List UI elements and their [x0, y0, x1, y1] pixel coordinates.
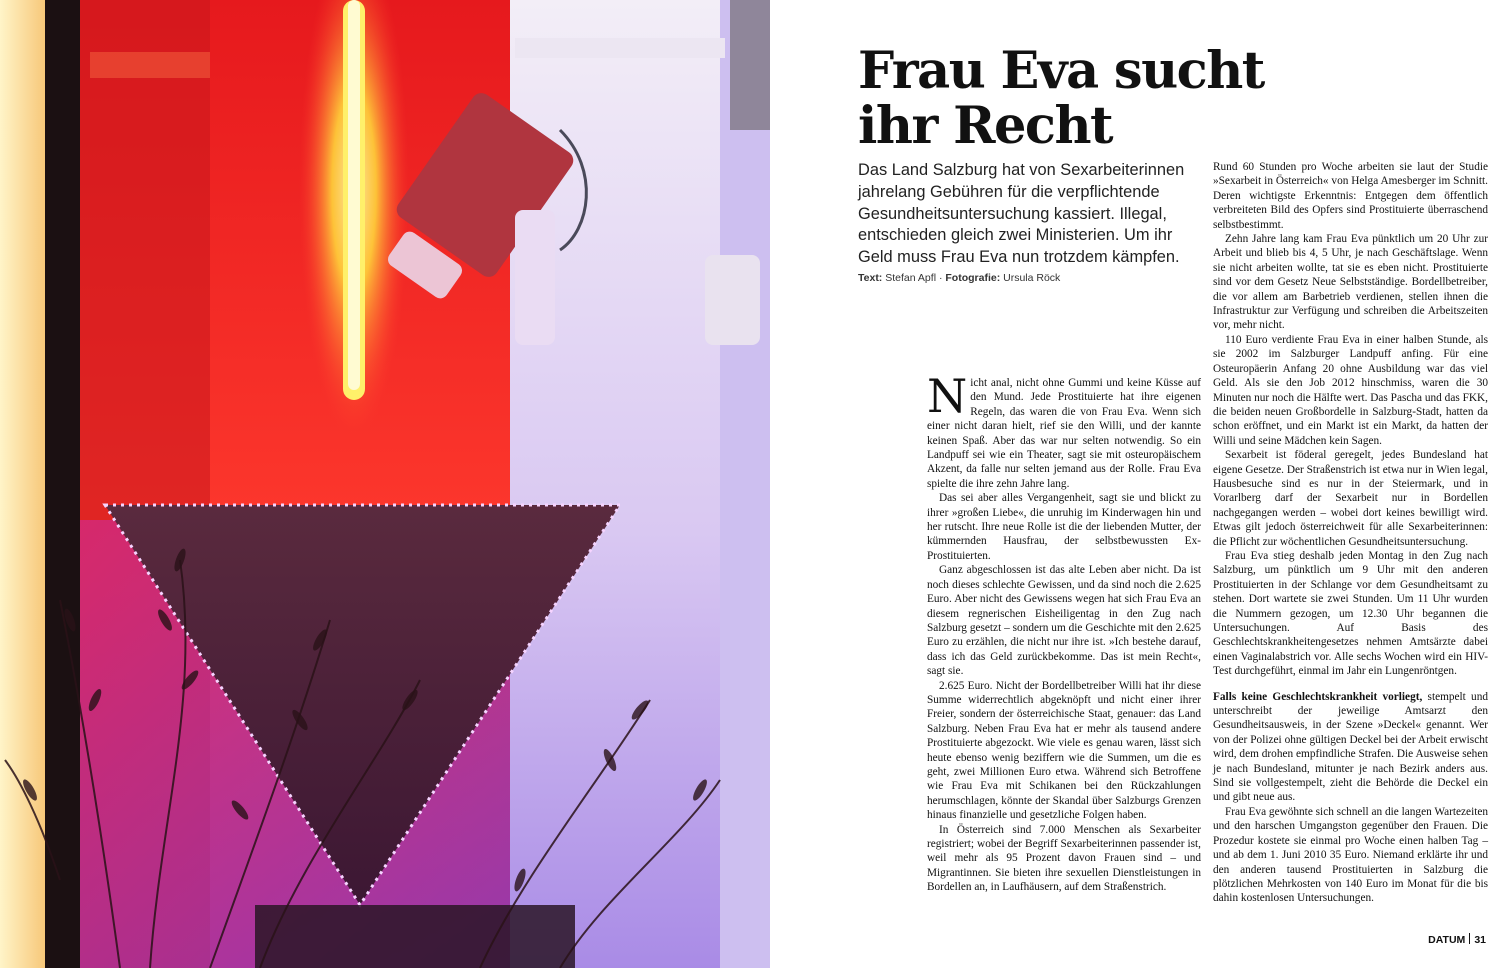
- paragraph: Das sei aber alles Vergangenheit, sagt sie und blickt zu ihrer »großen Liebe«, die unruhig im Kinderwagen hin und her rutscht. Ihre neue Rolle ist die der liebenden Mutter, der kümmernden Hausfrau, der selbstbewussten Ex-Prostituierten.: [927, 492, 1201, 562]
- page-folio: [1428, 933, 1486, 946]
- paragraph: Frau Eva gewöhnte sich schnell an die langen Wartezeiten und den harschen Umgangston gegenüber den Frauen. Die Prozedur kostete sie einmal pro Woche einen halben Tag – und ab dem 1. Juni 2010 35 Euro. Niemand erklärte ihr und den anderen tausend Prostituierten in Salzburg die plötzlichen Mehrkosten von 140 Euro im Monat für die bis dahin kostenlosen Untersuchungen.: [1213, 805, 1489, 905]
- credit-photo-name: Ursula Röck: [1003, 272, 1061, 284]
- paragraph: Zehn Jahre lang kam Frau Eva pünktlich um 20 Uhr zur Arbeit und blieb bis 4, 5 Uhr, je nach Geschäftslage. Wenn sie nicht arbeiten wollte, tat sie es eben nicht. Prostituierte sind vor dem Gesetz Neue Selbstständige. Bordellbetreiber, die vor allem am Barbetrieb verdienen, stellen ihnen die Infrastruktur zur Verfügung und schreiben die Arbeitszeiten vor, mehr nicht.: [1213, 233, 1488, 332]
- text-column-1: [927, 369, 1201, 895]
- paragraph: Rund 60 Stunden pro Woche arbeiten sie laut der Studie »Sexarbeit in Österreich« von Helga Amesberger im Schnitt. Deren wichtigste Erkenntnis: Entgegen dem öffentlich verbreiteten Bild des Opfers sind Prostituierte überraschend selbstbestimmt.: [1213, 161, 1488, 231]
- paragraph: 110 Euro verdiente Frau Eva in einer halben Stunde, als sie 2002 im Salzburger Landpuff anfing. Für eine Osteuropäerin Anfang 20 ohne Ausbildung war das viel Geld. Als sie den Job 2012 hinschmiss, waren die 30 Minuten nur noch die Hälfte wert. Das Pascha und das FKK, die beiden neuen Großbordelle in Salzburg-Stadt, hatten da schon eröffnet, und ein Markt ist ein Markt, da hatten der Willi und seine Mädchen kein Sagen.: [1213, 333, 1488, 447]
- credit-text-label: Text:: [858, 272, 883, 284]
- article-title: [858, 41, 1278, 156]
- paragraph: Sexarbeit ist föderal geregelt, jedes Bundesland hat eigene Gesetze. Der Straßenstrich ist etwa nur in Wien legal, Hausbesuche sind es nur in der Steiermark, und in Vorarlberg darf der Sexarbeit nur in Bordellen nachgegangen werden – wobei dort keines bewilligt wird. Etwas gilt jedoch österreichweit für alle Sexarbeiterinnen: die Pflicht zur wöchentlichen Gesundheitsuntersuchung.: [1213, 449, 1488, 548]
- magazine-name: DATUM: [1428, 934, 1466, 946]
- article-page: [770, 0, 1500, 968]
- paragraph: [1213, 690, 1488, 805]
- page-number: 31: [1474, 934, 1486, 946]
- paragraph-text: stempelt und unterschreibt der jeweilige Amtsarzt den Gesundheitsausweis, in der Szene »Deckel« genannt. Wer von der Polizei ohne gültigen Deckel bei der Arbeit erwischt wird, dem drohen empfindliche Strafen. Die Ausweise sehen je nach Bundesland, mitunter je nach Bezirk anders aus. Sind sie vollgestempelt, zieht die Behörde die Deckel ein und gibt neue aus.: [1213, 690, 1489, 804]
- paragraph: In Österreich sind 7.000 Menschen als Sexarbeiter registriert; wobei der Begriff Sexarbeiterinnen passender ist, weil mehr als 95 Prozent davon Frauen sind – und Migrantinnen. Sie bieten ihre sexuellen Dienstleistungen in Bordellen an, in Laufhäusern, auf dem Straßenstrich.: [927, 823, 1201, 894]
- paragraph-text: icht anal, nicht ohne Gummi und keine Küsse auf den Mund. Jede Prostituierte hat ihre eigenen Regeln, das waren die von Frau Eva. Wenn sich einer nicht daran hielt, rief sie den Willi, und der kannte keinen Spaß. Aber das war nur selten notwendig. So ein Landpuff sei wie ein Theater, sagt sie mit osteuropäischem Akzent, da falle nur selten jemand aus der Rolle. Frau Eva spielte die ihre zehn Jahre lang.: [927, 377, 1201, 490]
- section-break: [1213, 679, 1488, 690]
- folio-divider: [1469, 933, 1470, 944]
- lead-in: Falls keine Geschlechtskrankheit vorliegt,: [1213, 690, 1423, 703]
- article-credits: [858, 272, 1193, 284]
- title-line-1: Frau Eva sucht: [858, 41, 1264, 101]
- title-line-2: ihr Recht: [858, 96, 1113, 156]
- credit-separator: ·: [938, 272, 943, 284]
- text-column-2: [1213, 160, 1488, 906]
- credit-photo-label: Fotografie:: [945, 272, 1001, 284]
- drop-cap: N: [927, 369, 968, 423]
- paragraph: 2.625 Euro. Nicht der Bordellbetreiber Willi hat ihr diese Summe widerrechtlich abgeknöpft und nicht einer ihrer Freier, sondern der österreichische Staat, genauer: das Land Salzburg. Neben Frau Eva hat er mehr als tausend andere Prostituierte abgezockt. Wie viele es genau waren, lässt sich heute ebenso wenig beziffern wie die Summen, um die es geht, zwei Millionen Euro etwa. Während sich Betroffene wie Frau Eva mit Schikanen bei den Rückzahlungen herumschlagen, könnte der Skandal über Salzburgs Grenzen hinaus finanzielle und gesetzliche Folgen haben.: [927, 679, 1201, 822]
- article-deck: Das Land Salzburg hat von Sexarbeiterinnen jahrelang Gebühren für die verpflichtende Gesundheitsuntersuchung kassiert. Illegal, entschieden gleich zwei Ministerien. Um ihr Geld muss Frau Eva nun trotzdem kämpfen.: [858, 161, 1185, 267]
- paragraph: Frau Eva stieg deshalb jeden Montag in den Zug nach Salzburg, um pünktlich um 9 Uhr mit den anderen Prostituierten in der Schlange vor dem Gesundheitsamt zu stehen. Dort wartete sie zwei Stunden. Um 11 Uhr wurden die Nummern gezogen, um 12.30 Uhr begannen die Untersuchungen. Auf Basis des Geschlechtskrankheitengesetzes nehmen Amtsärzte dabei einen Vaginalabstrich vor. Alle sechs Wochen wird ein HIV-Test durchgeführt, einmal im Jahr ein Lungenröntgen.: [1213, 549, 1488, 678]
- credit-text-name: Stefan Apfl: [885, 272, 937, 284]
- paragraph: Ganz abgeschlossen ist das alte Leben aber nicht. Da ist noch dieses schlechte Gewissen, und da sind noch die 2.625 Euro. Aber nicht des Gewissens wegen hat sich Frau Eva an diesem regnerischen Eisheiligentag in den Zug nach Salzburg gesetzt – sondern um die Geschichte mit den 2.625 Euro zu erzählen, die nicht nur ihre ist. »Ich bestehe darauf, dass ich das Geld zurückbekomme. Das ist mein Recht«, sagt sie.: [927, 564, 1201, 678]
- paragraph: [927, 369, 1201, 491]
